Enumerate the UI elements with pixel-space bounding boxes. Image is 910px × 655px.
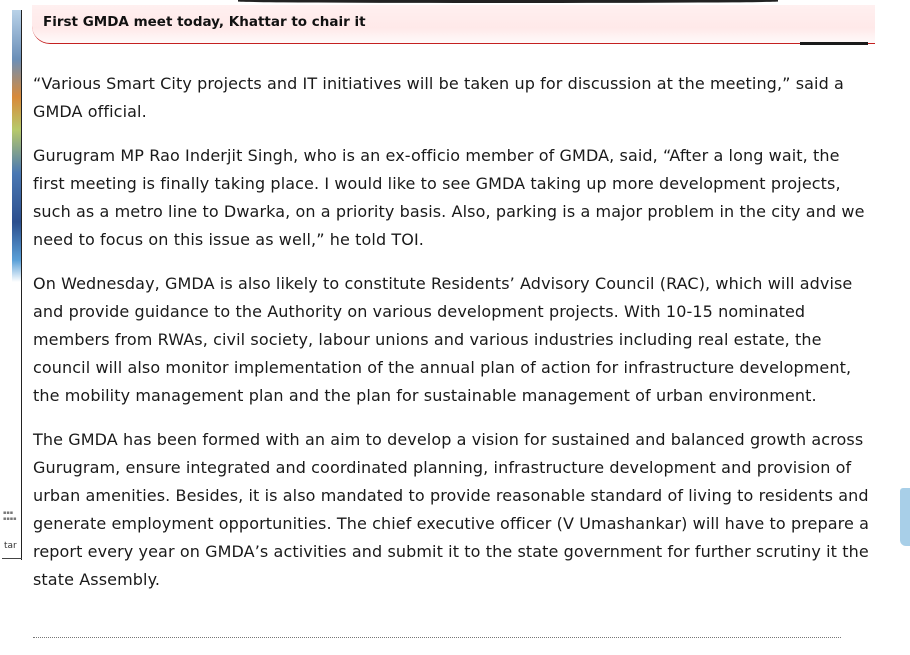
article-body <box>33 70 871 610</box>
adjacent-image-edge-right <box>900 488 910 546</box>
adjacent-column-fine-print: ▪▪▪ ▪▪▪▪ <box>3 510 17 522</box>
adjacent-column-fragment: tar <box>4 541 17 551</box>
article-paragraph: On Wednesday, GMDA is also likely to constitute Residents’ Advisory Council (RAC), which will advise and provide guidance to the Authority on various development projects. With 10-15 nominated members from RWAs, civil society, labour unions and various industries including real estate, the council will also monitor implementation of the annual plan of action for infrastructure development, the mobility management plan and the plan for sustainable management of urban environment. <box>33 274 853 405</box>
article-paragraph: Gurugram MP Rao Inderjit Singh, who is an ex-officio member of GMDA, said, “After a long wait, the first meeting is finally taking place. I would like to see GMDA taking up more development projects, such as a metro line to Dwarka, on a priority basis. Also, parking is a major problem in the city and we need to focus on this issue as well,” he told TOI. <box>33 146 865 249</box>
column-divider <box>21 10 22 560</box>
headline-tab-edge <box>800 42 868 45</box>
top-edge-shadow <box>238 0 778 3</box>
article-paragraph: “Various Smart City projects and IT initiatives will be taken up for discussion at the meeting,” said a GMDA official. <box>33 74 844 121</box>
headline-bar <box>32 5 875 44</box>
article-paragraph: The GMDA has been formed with an aim to develop a vision for sustained and balanced growth across Gurugram, ensure integrated and coordinated planning, infrastructure development and provision of urban amenities. Besides, it is also mandated to provide reasonable standard of living to residents and generate employment opportunities. The chief executive officer (V Umashankar) will have to prepare a report every year on GMDA’s activities and submit it to the state government for further scrutiny it the state Assembly. <box>33 430 869 589</box>
headline: First GMDA meet today, Khattar to chair it <box>43 14 366 30</box>
adjacent-column-underline <box>2 558 22 559</box>
article-end-divider <box>33 637 841 638</box>
